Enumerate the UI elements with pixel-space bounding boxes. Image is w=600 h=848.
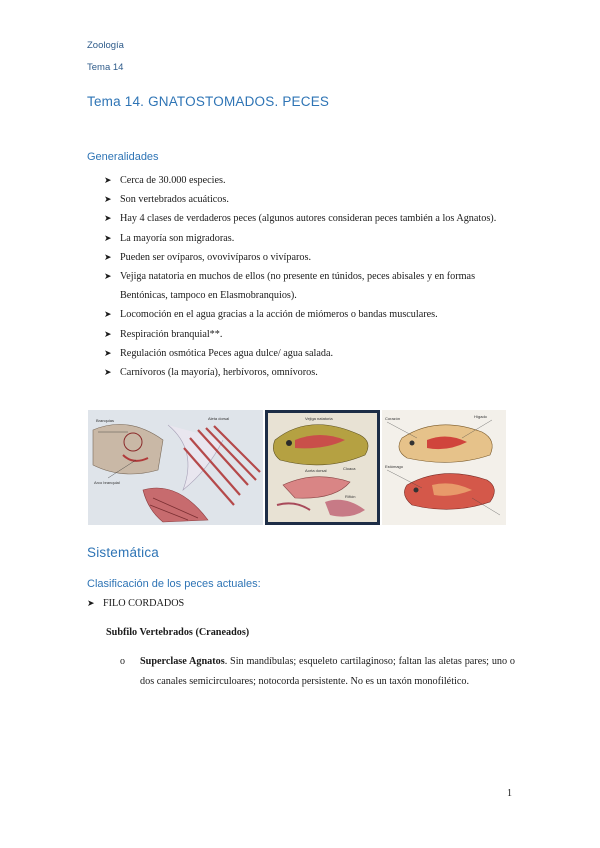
bullet-arrow-icon: ➤ — [104, 251, 112, 262]
section-heading-sistematica: Sistemática — [87, 545, 159, 560]
header-subject: Zoología — [87, 40, 124, 51]
fig3-label: Estómago — [385, 464, 404, 469]
section-heading-generalidades: Generalidades — [87, 151, 159, 163]
bullet-arrow-icon: ➤ — [104, 367, 112, 378]
bullet-circle-icon: o — [120, 656, 125, 667]
list-item: ➤ Hay 4 clases de verdaderos peces (algunos autores consideran peces también a los Agnatos). — [104, 209, 514, 228]
list-item: ➤ Regulación osmótica Peces agua dulce/ agua salada. — [104, 344, 514, 363]
fig3-label: Hígado — [474, 414, 487, 419]
fig2-label: Cloaca — [343, 466, 356, 471]
fig2-label: Aorta dorsal — [305, 468, 327, 473]
bullet-arrow-icon: ➤ — [104, 328, 112, 339]
fig2-label: Vejiga natatoria — [305, 416, 333, 421]
list-item: ➤ Pueden ser ovíparos, ovovivíparos o vivíparos. — [104, 248, 514, 267]
fig2-label: Riñón — [345, 494, 356, 499]
gill-anatomy-image — [88, 410, 263, 525]
bullet-arrow-icon: ➤ — [104, 175, 112, 185]
generalidades-list — [104, 171, 514, 382]
superclass-description: . Sin mandíbulas; esqueleto cartilaginoso; faltan las aletas pares; uno o dos canales semicirculoares; notocorda persistente. No es un taxón monofilético. — [140, 656, 515, 687]
internal-anatomy-image — [265, 410, 380, 525]
fish-organs-image — [382, 410, 506, 525]
fish-anatomy-figures — [88, 410, 506, 525]
fig1-label: Aleta dorsal — [208, 416, 230, 421]
list-item: ➤ Cerca de 30.000 especies. — [104, 171, 514, 190]
gill-anatomy-illustration — [88, 410, 263, 525]
bullet-arrow-icon: ➤ — [104, 194, 112, 205]
list-item: ➤ Son vertebrados acuáticos. — [104, 190, 514, 209]
page-number: 1 — [507, 788, 512, 799]
fig1-label: Branquias — [96, 418, 115, 423]
fig1-label: Arco branquial — [94, 480, 120, 485]
fish-organs-illustration — [382, 410, 506, 525]
bullet-arrow-icon: ➤ — [104, 232, 112, 243]
superclass-name: Superclase Agnatos — [140, 656, 225, 667]
subheading-clasificacion: Clasificación de los peces actuales: — [87, 578, 261, 590]
phylum-item: ➤ FILO CORDADOS — [87, 598, 185, 609]
bullet-arrow-icon: ➤ — [104, 347, 112, 358]
bullet-arrow-icon: ➤ — [104, 213, 112, 224]
fig3-label: Corazón — [385, 416, 401, 421]
page-title: Tema 14. GNATOSTOMADOS. PECES — [87, 94, 330, 109]
bullet-arrow-icon: ➤ — [104, 309, 112, 320]
list-item: ➤ Respiración branquial**. — [104, 325, 514, 344]
list-item: ➤ Locomoción en el agua gracias a la acción de miómeros o bandas musculares. — [104, 305, 514, 324]
bullet-arrow-icon: ➤ — [87, 598, 95, 608]
list-item: ➤ La mayoría son migradoras. — [104, 229, 514, 248]
list-item: ➤ Carnívoros (la mayoría), herbívoros, omnívoros. — [104, 363, 514, 382]
bullet-arrow-icon: ➤ — [104, 271, 112, 282]
header-topic: Tema 14 — [87, 62, 124, 73]
list-item: ➤ Vejiga natatoria en muchos de ellos (no presente en túnidos, peces abisales y en formas Bentónicas, tampoco en Elasmobranquios). — [104, 267, 514, 305]
internal-anatomy-illustration — [265, 410, 380, 525]
subphylum-heading: Subfilo Vertebrados (Craneados) — [106, 627, 250, 638]
superclass-item — [120, 652, 515, 691]
